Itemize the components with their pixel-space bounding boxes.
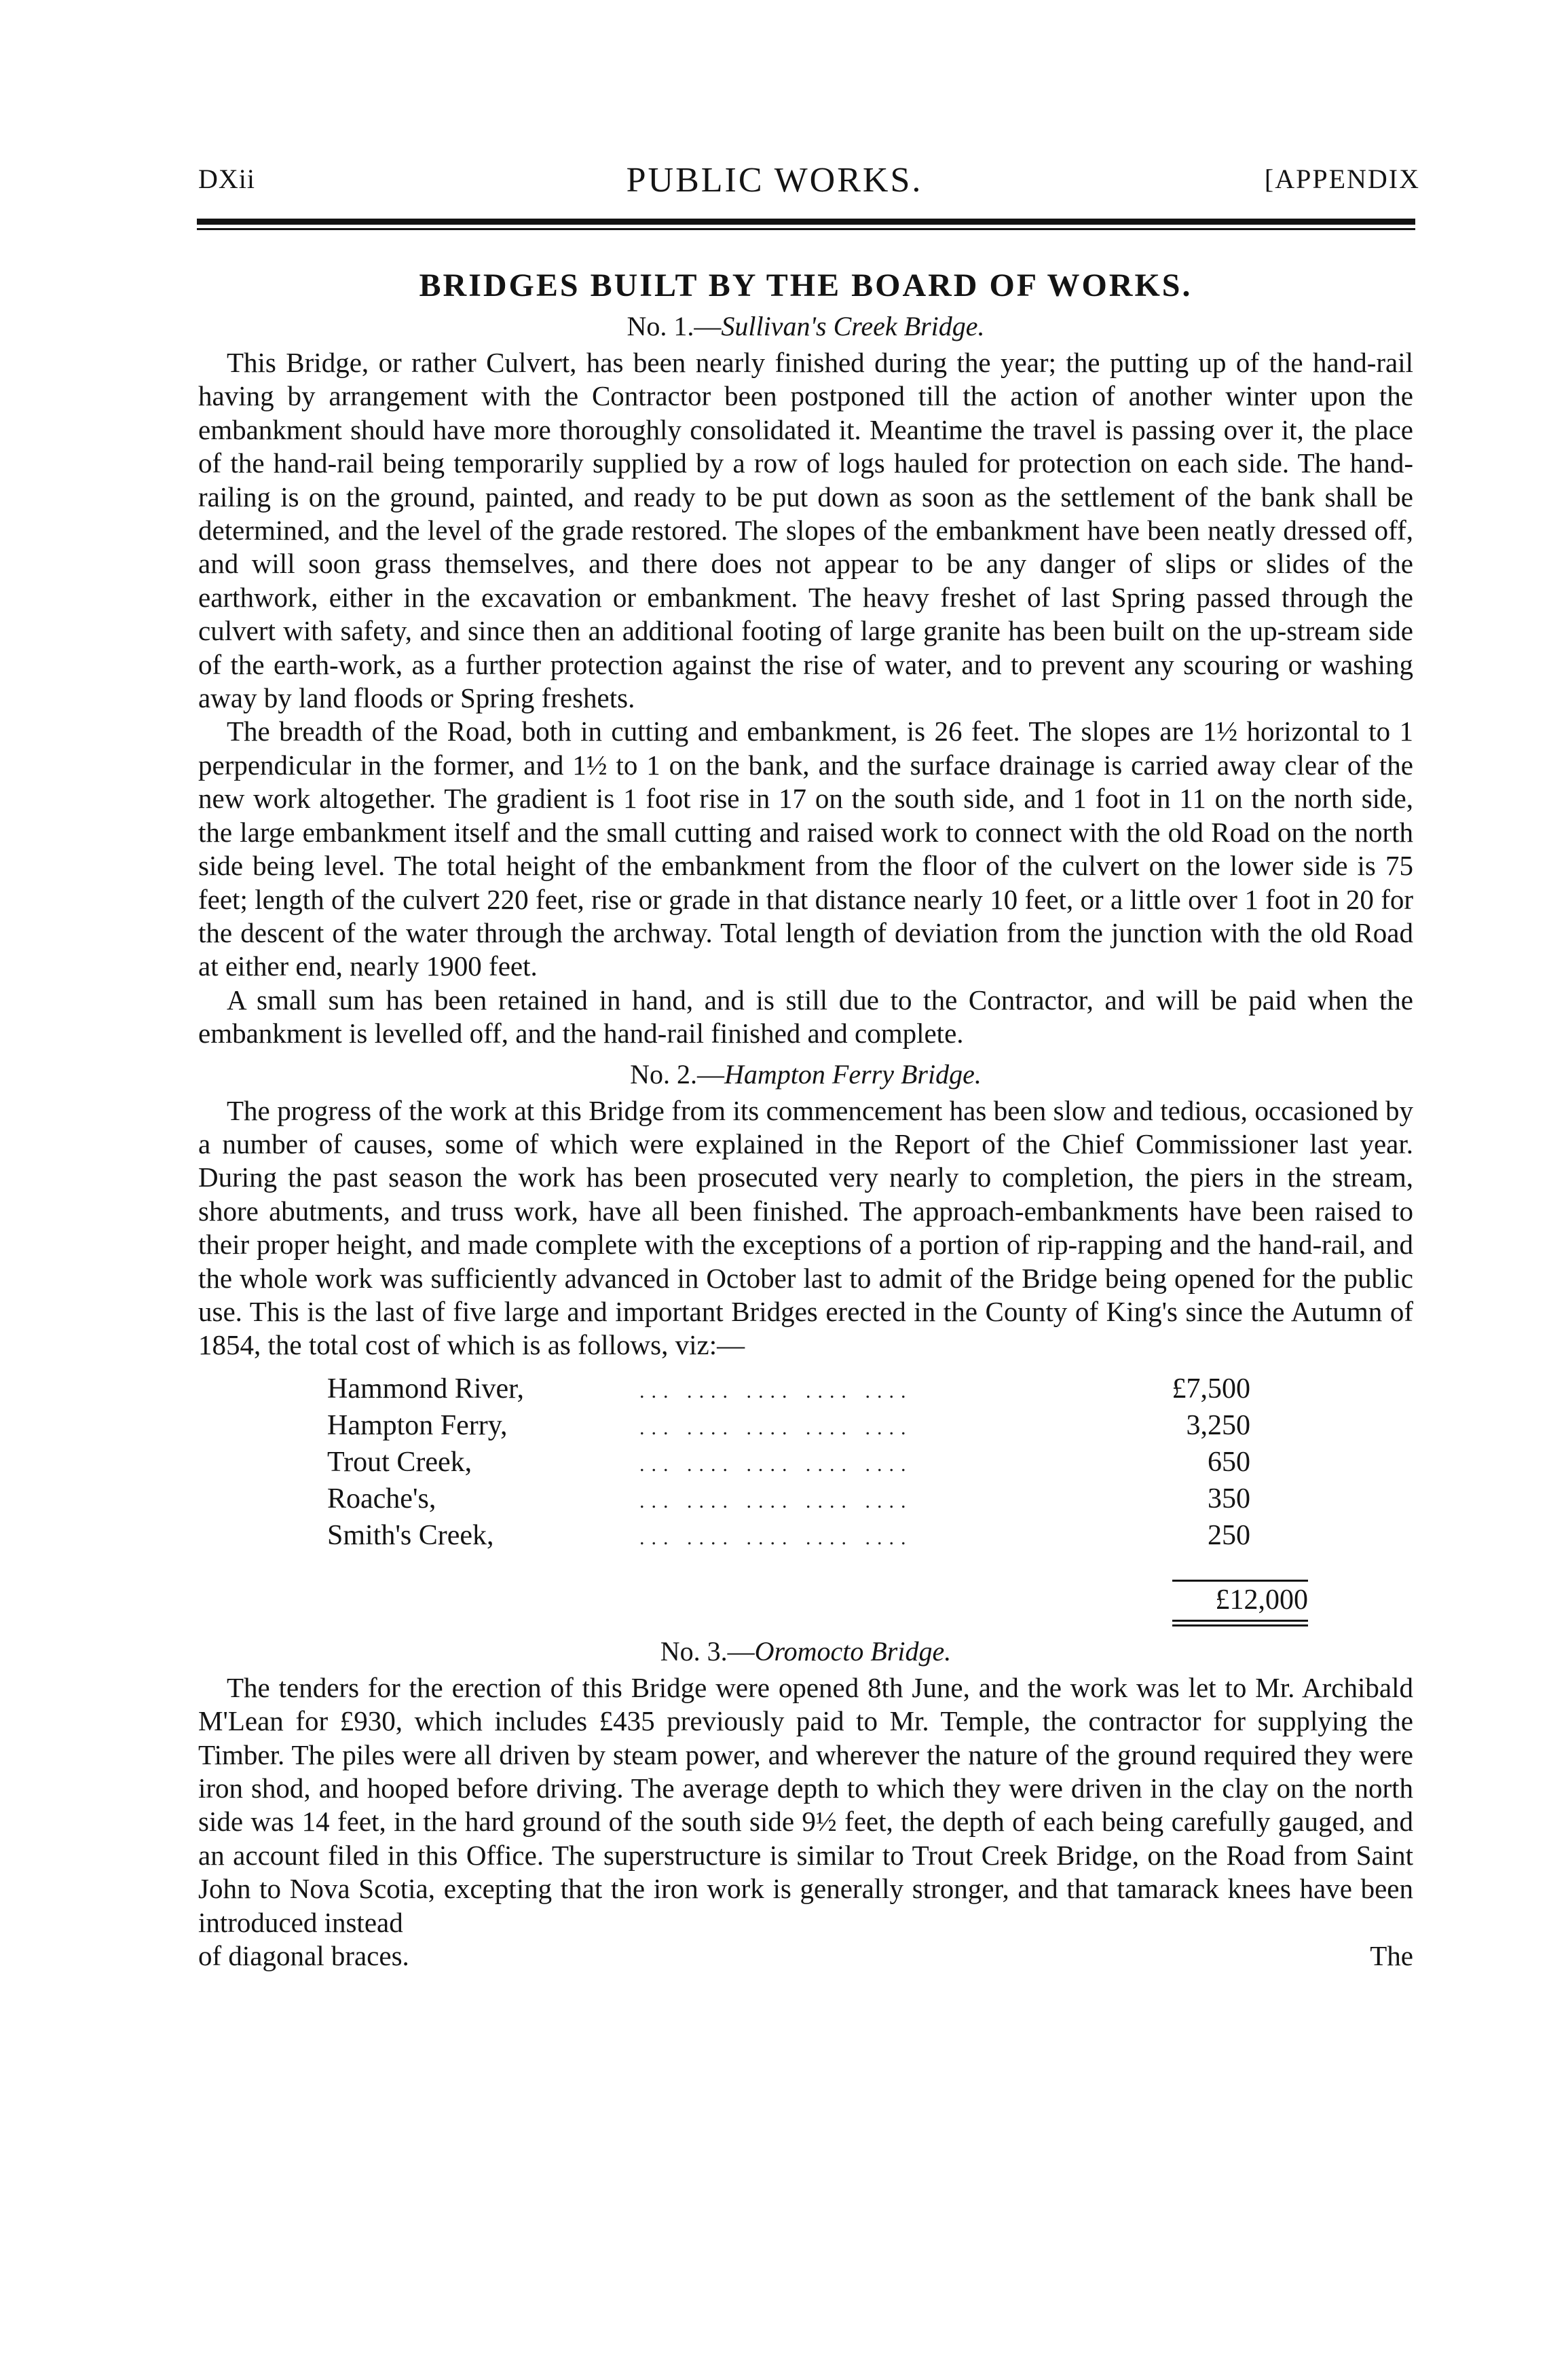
table-row <box>327 1409 1277 1445</box>
paragraph: The progress of the work at this Bridge from its commencement has been slow and tedious, occasioned by a number of causes, some of which were explained in the Report of the Chief Commissioner last year. During the past season the work has been prosecuted very nearly to completion, the piers in the stream, shore abutments, and truss work, have all been finished. The approach-embankments have been raised to their proper height, and made complete with the exceptions of a portion of rip-rapping and the hand-rail, and the whole work was sufficiently advanced in October last to admit of the Bridge being opened for the public use. This is the last of five large and important Bridges erected in the County of King's since the Autumn of 1854, the total cost of which is as follows, viz:— <box>198 1094 1413 1361</box>
total-double-rule <box>1172 1624 1308 1626</box>
cost-amount: 350 <box>1208 1483 1250 1514</box>
section-heading-2 <box>198 1055 1413 1094</box>
place-name: Hampton Ferry, <box>327 1409 508 1441</box>
leader-dots: ... .... .... .... .... <box>639 1526 913 1549</box>
leader-dots: ... .... .... .... .... <box>639 1453 913 1476</box>
page-number: DXii <box>198 164 255 194</box>
header-rule-thick <box>197 219 1415 225</box>
cost-total: £12,000 <box>1215 1584 1308 1616</box>
paragraph: A small sum has been retained in hand, and is still due to the Contractor, and will be paid when the embankment is levelled off, and the hand-rail finished and complete. <box>198 984 1413 1049</box>
final-line <box>198 1939 1413 1973</box>
paragraph-end: of diagonal braces. <box>198 1940 409 1972</box>
total-double-rule <box>1172 1620 1308 1622</box>
table-row <box>327 1519 1277 1555</box>
paragraph: The tenders for the erection of this Bridge were opened 8th June, and the work was let to Mr. Archibald M'Lean for £930, which includes £435 previously paid to Mr. Temple, the contractor for supplying the Timber. The piles were all driven by steam power, and wherever the nature of the ground required they were iron shod, and hooped before driving. The average depth to which they were driven in the clay on the north side was 14 feet, in the hard ground of the south side 9½ feet, the depth of each being carefully gauged, and an account filed in this Office. The superstructure is similar to Trout Creek Bridge, on the Road from Saint John to Nova Scotia, excepting that the iron work is generally stronger, and that tamarack knees have been introduced instead <box>198 1671 1413 1938</box>
cost-amount: 650 <box>1208 1446 1250 1478</box>
section-heading-1 <box>198 307 1413 346</box>
table-row <box>327 1372 1277 1409</box>
leader-dots: ... .... .... .... .... <box>639 1379 913 1402</box>
place-name: Trout Creek, <box>327 1446 472 1478</box>
place-name: Smith's Creek, <box>327 1519 494 1551</box>
table-row <box>327 1482 1277 1519</box>
section-name: Sullivan's Creek Bridge. <box>721 311 985 341</box>
place-name: Hammond River, <box>327 1373 524 1405</box>
cost-table <box>327 1372 1308 1626</box>
page-title: BRIDGES BUILT BY THE BOARD OF WORKS. <box>419 267 1193 303</box>
section-name: Oromocto Bridge. <box>754 1635 952 1667</box>
section-label: [APPENDIX <box>1264 164 1420 194</box>
section-name: Hampton Ferry Bridge. <box>724 1058 982 1090</box>
table-row <box>327 1445 1277 1482</box>
leader-dots: ... .... .... .... .... <box>639 1416 913 1439</box>
section-number: No. 1.— <box>627 311 722 341</box>
running-title: PUBLIC WORKS. <box>626 161 923 200</box>
cost-amount: £7,500 <box>1172 1373 1250 1405</box>
catchword: The <box>1370 1940 1413 1972</box>
leader-dots: ... .... .... .... .... <box>639 1489 913 1512</box>
header-rule-thin <box>197 228 1415 230</box>
cost-amount: 3,250 <box>1186 1409 1250 1441</box>
cost-amount: 250 <box>1208 1519 1250 1551</box>
place-name: Roache's, <box>327 1483 436 1514</box>
paragraph: This Bridge, or rather Culvert, has been nearly finished during the year; the putting up of the hand-rail having by arrangement with the Contractor been postponed till the action of another winter upon the embankment should have more thoroughly consolidated it. Meantime the travel is passing over it, the place of the hand-rail being temporarily supplied by a row of logs hauled for protection on each side. The hand-railing is on the ground, painted, and ready to be put down as soon as the settlement of the bank shall be determined, and the level of the grade restored. The slopes of the embankment have been neatly dressed off, and will soon grass themselves, and there does not appear to be any danger of slips or slides of the earthwork, either in the excavation or embankment. The heavy freshet of last Spring passed through the culvert with safety, and since then an additional footing of large granite has been built on the up-stream side of the earth-work, as a further protection against the rise of water, and to prevent any scouring or washing away by land floods or Spring freshets. <box>198 347 1413 714</box>
page-content <box>198 265 1413 1973</box>
section-heading-3 <box>198 1632 1413 1671</box>
paragraph: The breadth of the Road, both in cutting and embankment, is 26 feet. The slopes are 1½ horizontal to 1 perpendicular in the former, and 1½ to 1 on the bank, and the surface drainage is carried away clear of the new work altogether. The gradient is 1 foot rise in 17 on the south side, and 1 foot in 11 on the north side, the large embankment itself and the small cutting and raised work to connect with the old Road on the north side being level. The total height of the embankment from the floor of the culvert on the lower side is 75 feet; length of the culvert 220 feet, rise or grade in that distance nearly 10 feet, or a little over 1 foot in 20 for the descent of the water through the archway. Total length of deviation from the junction with the old Road at either end, nearly 1900 feet. <box>198 715 1413 982</box>
section-number: No. 2.— <box>630 1058 725 1090</box>
section-number: No. 3.— <box>660 1635 755 1667</box>
